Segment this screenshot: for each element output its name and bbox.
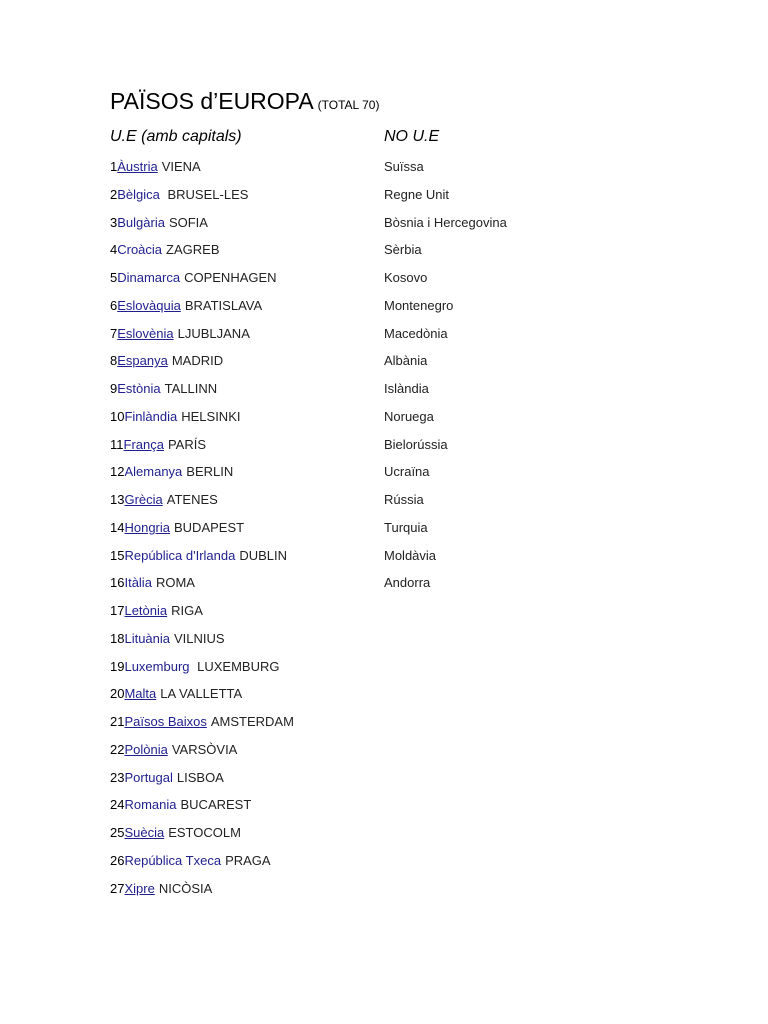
- capital-name: NICÒSIA: [158, 880, 213, 896]
- item-number: 10: [110, 408, 125, 424]
- list-item: Regne Unit: [384, 186, 450, 202]
- country-name: Romania: [124, 797, 177, 813]
- country-link[interactable]: Eslovàquia: [117, 297, 181, 313]
- item-number: 15: [110, 547, 125, 563]
- list-item: [110, 240, 294, 268]
- item-number: 2: [110, 186, 118, 202]
- list-item: [110, 879, 294, 907]
- list-item: [110, 573, 294, 601]
- item-number: 22: [110, 741, 125, 757]
- non-eu-column-heading: NO U.E: [384, 128, 440, 145]
- country-link[interactable]: Espanya: [117, 353, 168, 369]
- item-number: 25: [110, 825, 125, 840]
- item-number: 27: [110, 880, 125, 896]
- capital-name: SOFIA: [168, 214, 208, 230]
- country-name: Bulgària: [117, 214, 165, 230]
- capital-name: MADRID: [171, 353, 224, 369]
- list-item: [110, 851, 294, 879]
- country-link[interactable]: Grècia: [124, 492, 163, 507]
- capital-name: PARÍS: [167, 436, 207, 452]
- capital-name: BRUSEL-LES: [163, 186, 249, 202]
- title-total: (TOTAL 70): [317, 98, 380, 112]
- list-item: [110, 268, 294, 296]
- country-name: Itàlia: [124, 575, 152, 591]
- list-item: [110, 740, 294, 768]
- list-item: [110, 795, 294, 823]
- list-item: [110, 407, 294, 435]
- list-item: Andorra: [384, 575, 431, 591]
- list-item: [110, 462, 294, 490]
- list-item: [110, 435, 294, 463]
- list-item: Moldàvia: [384, 547, 437, 563]
- list-item: [110, 351, 294, 379]
- item-number: 19: [110, 658, 125, 674]
- country-name: Croàcia: [117, 242, 163, 258]
- capital-name: BERLIN: [186, 464, 234, 480]
- item-number: 1: [110, 159, 118, 174]
- list-item: Bielorússia: [384, 436, 448, 452]
- country-link[interactable]: França: [123, 436, 164, 452]
- list-item: Suïssa: [384, 159, 424, 174]
- item-number: 14: [110, 519, 125, 535]
- list-item: Montenegro: [384, 297, 454, 313]
- non-eu-country-list: [384, 157, 507, 601]
- list-item: [110, 546, 294, 574]
- capital-name: ROMA: [155, 575, 195, 591]
- eu-column-heading: U.E (amb capitals): [110, 128, 242, 145]
- list-item: [110, 296, 294, 324]
- country-link[interactable]: Polònia: [124, 741, 168, 757]
- item-number: 3: [110, 214, 118, 230]
- title-main: PAÏSOS d’EUROPA: [110, 88, 314, 114]
- capital-name: VIENA: [161, 159, 201, 174]
- country-link[interactable]: Suècia: [124, 825, 165, 840]
- item-number: 23: [110, 769, 125, 785]
- list-item: Bòsnia i Hercegovina: [384, 214, 507, 230]
- capital-name: BRATISLAVA: [184, 297, 263, 313]
- list-item: [110, 712, 294, 740]
- capital-name: LUXEMBURG: [193, 658, 280, 674]
- item-number: 13: [110, 492, 125, 507]
- item-number: 9: [110, 381, 118, 396]
- list-item: [110, 657, 294, 685]
- list-item: [110, 490, 294, 518]
- capital-name: HELSINKI: [181, 408, 241, 424]
- list-item: [110, 185, 294, 213]
- item-number: 12: [110, 464, 125, 480]
- capital-name: TALLINN: [164, 381, 218, 396]
- list-item: [110, 213, 294, 241]
- list-item: Ucraïna: [384, 464, 430, 480]
- list-item: [110, 601, 294, 629]
- list-item: Sèrbia: [384, 242, 422, 258]
- capital-name: VILNIUS: [174, 630, 225, 646]
- capital-name: RIGA: [171, 603, 203, 618]
- item-number: 26: [110, 852, 125, 868]
- country-name: Estònia: [117, 381, 161, 396]
- list-item: Kosovo: [384, 270, 428, 285]
- list-item: [110, 518, 294, 546]
- country-link[interactable]: Països Baixos: [124, 714, 207, 729]
- list-item: Rússia: [384, 492, 424, 507]
- list-item: Noruega: [384, 408, 434, 424]
- country-link[interactable]: Xipre: [124, 880, 155, 896]
- country-name: Luxemburg: [124, 658, 190, 674]
- page-title: [110, 86, 379, 120]
- capital-name: BUDAPEST: [174, 519, 245, 535]
- country-name: Dinamarca: [117, 270, 181, 285]
- item-number: 18: [110, 630, 125, 646]
- country-name: Portugal: [124, 769, 173, 785]
- item-number: 4: [110, 242, 118, 258]
- item-number: 11: [110, 436, 124, 452]
- country-link[interactable]: Letònia: [124, 603, 168, 618]
- list-item: [110, 629, 294, 657]
- country-link[interactable]: Eslovènia: [117, 325, 174, 341]
- country-name: República Txeca: [124, 852, 222, 868]
- item-number: 16: [110, 575, 125, 591]
- country-name: Lituània: [124, 630, 171, 646]
- item-number: 5: [110, 270, 118, 285]
- item-number: 24: [110, 797, 125, 813]
- capital-name: DUBLIN: [239, 547, 288, 563]
- list-item: [110, 157, 294, 185]
- country-name: República d'Irlanda: [124, 547, 236, 563]
- item-number: 6: [110, 297, 118, 313]
- list-item: Albània: [384, 353, 428, 369]
- country-link[interactable]: Malta: [124, 686, 157, 702]
- country-name: Bèlgica: [117, 186, 160, 202]
- capital-name: LISBOA: [176, 769, 224, 785]
- capital-name: ATENES: [166, 492, 218, 507]
- list-item: Turquia: [384, 519, 428, 535]
- country-name: Finlàndia: [124, 408, 178, 424]
- capital-name: LA VALLETTA: [160, 686, 243, 702]
- capital-name: LJUBLJANA: [177, 325, 250, 341]
- list-item: [110, 379, 294, 407]
- item-number: 21: [110, 714, 125, 729]
- capital-name: PRAGA: [225, 852, 271, 868]
- capital-name: VARSÒVIA: [171, 741, 238, 757]
- list-item: Islàndia: [384, 381, 429, 396]
- item-number: 8: [110, 353, 118, 369]
- item-number: 7: [110, 325, 118, 341]
- capital-name: AMSTERDAM: [210, 714, 294, 729]
- list-item: [110, 684, 294, 712]
- capital-name: ZAGREB: [166, 242, 220, 258]
- list-item: [110, 823, 294, 851]
- item-number: 17: [110, 603, 125, 618]
- list-item: [110, 324, 294, 352]
- list-item: [110, 768, 294, 796]
- country-name: Alemanya: [124, 464, 183, 480]
- eu-country-list: [110, 157, 294, 906]
- capital-name: BUCAREST: [180, 797, 252, 813]
- capital-name: ESTOCOLM: [168, 825, 241, 840]
- list-item: Macedònia: [384, 325, 448, 341]
- country-link[interactable]: Hongria: [124, 519, 170, 535]
- capital-name: COPENHAGEN: [184, 270, 277, 285]
- country-link[interactable]: Àustria: [117, 159, 158, 174]
- item-number: 20: [110, 686, 125, 702]
